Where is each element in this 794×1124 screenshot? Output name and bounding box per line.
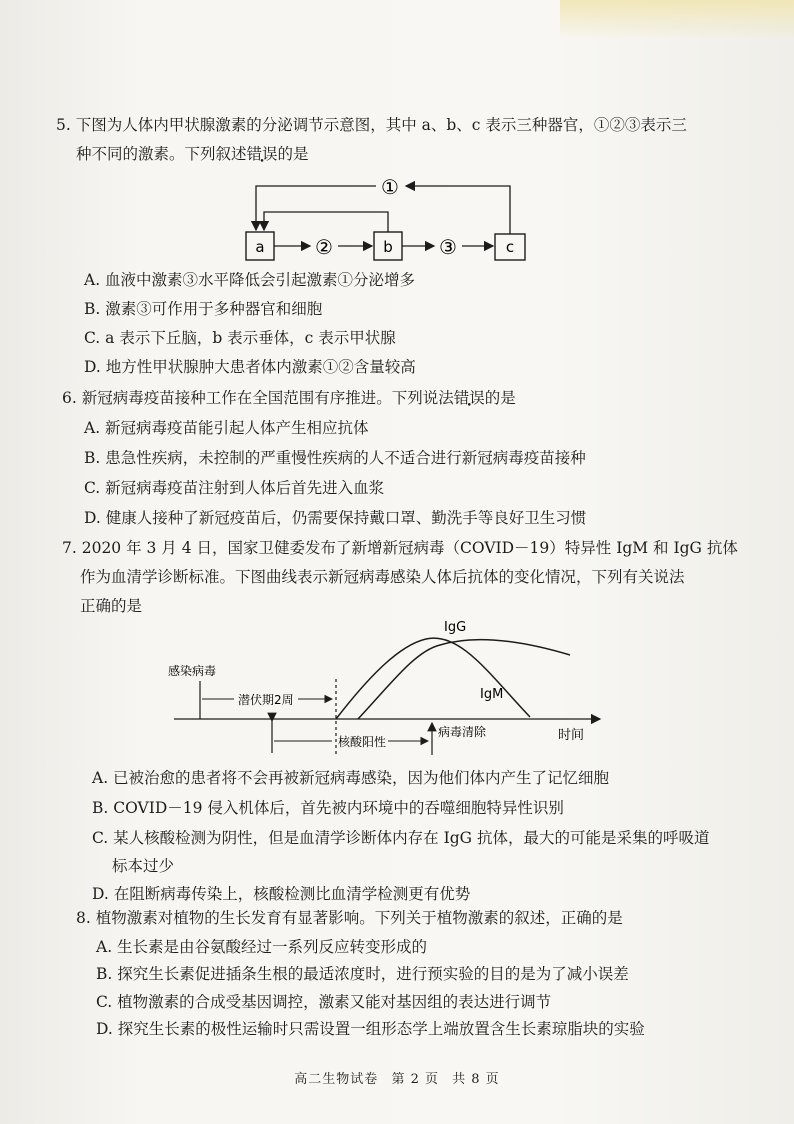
hormone-1: ① <box>381 175 399 199</box>
q7-option-a: A. 已被治愈的患者将不会再被新冠病毒感染，因为他们体内产生了记忆细胞 <box>92 769 610 787</box>
footer-total: 共 8 页 <box>452 1072 500 1087</box>
q8-option-a: A. 生长素是由谷氨酸经过一系列反应转变形成的 <box>96 938 428 956</box>
hormone-2: ② <box>315 235 333 259</box>
q5-option-d: D. 地方性甲状腺肿大患者体内激素①②含量较高 <box>84 358 416 376</box>
q7-option-d: D. 在阻断病毒传染上，核酸检测比血清学检测更有优势 <box>92 885 471 903</box>
time-axis-label: 时间 <box>558 728 585 743</box>
q6-emphasis: 错误 <box>453 389 485 407</box>
q7-stem-line1: 7. 2020 年 3 月 4 日，国家卫健委发布了新增新冠病毒（COVID－19）特异性 IgM 和 IgG 抗体 <box>62 539 738 557</box>
q8-option-b: B. 探究生长素促进插条生根的最适浓度时，进行预实验的目的是为了减小误差 <box>96 965 629 983</box>
q5-feedback-diagram <box>240 170 540 270</box>
q7-stem-line2: 作为血清学诊断标准。下图曲线表示新冠病毒感染人体后抗体的变化情况，下列有关说法 <box>80 568 685 586</box>
igg-curve <box>358 640 570 719</box>
q7-antibody-chart <box>160 615 620 765</box>
igm-curve <box>336 638 530 719</box>
footer-subject: 高二生物试卷 <box>294 1072 379 1087</box>
box-a-label: a <box>255 238 265 256</box>
scan-shade <box>560 0 794 40</box>
box-c-label: c <box>505 238 515 256</box>
footer-page: 第 2 页 <box>391 1072 439 1087</box>
virus-cleared-label: 病毒清除 <box>438 725 487 739</box>
q5-option-b: B. 激素③可作用于多种器官和细胞 <box>84 300 323 318</box>
latent-period-label: 潜伏期2周 <box>238 693 294 707</box>
igm-label: IgM <box>480 687 504 702</box>
q8-stem: 8. 植物激素对植物的生长发育有显著影响。下列关于植物激素的叙述，正确的是 <box>76 909 623 927</box>
q5-option-a: A. 血液中激素③水平降低会引起激素①分泌增多 <box>84 271 416 289</box>
hormone-3: ③ <box>439 235 457 259</box>
igg-label: IgG <box>444 620 467 635</box>
q7-option-c: C. 某人核酸检测为阴性，但是血清学诊断体内存在 IgG 抗体，最大的可能是采集的呼吸道 <box>92 829 710 847</box>
q6-option-d: D. 健康人接种了新冠疫苗后，仍需要保持戴口罩、勤洗手等良好卫生习惯 <box>84 509 587 527</box>
q8-option-d: D. 探究生长素的极性运输时只需设置一组形态学上端放置含生长素琼脂块的实验 <box>96 1020 645 1038</box>
q5-stem-line2: 种不同的激素。下列叙述错误的是 <box>76 145 309 163</box>
q6-option-c: C. 新冠病毒疫苗注射到人体后首先进入血浆 <box>84 479 385 497</box>
q7-option-c-cont: 标本过少 <box>112 857 175 875</box>
q5-option-c: C. a 表示下丘脑，b 表示垂体，c 表示甲状腺 <box>84 329 396 347</box>
q6-option-b: B. 患急性疾病，未控制的严重慢性疾病的人不适合进行新冠病毒疫苗接种 <box>84 449 586 467</box>
q6-option-a: A. 新冠病毒疫苗能引起人体产生相应抗体 <box>84 419 369 437</box>
q7-stem-line3: 正确的是 <box>80 597 143 615</box>
box-b-label: b <box>383 238 393 256</box>
q6-stem: 6. 新冠病毒疫苗接种工作在全国范围有序推进。下列说法错误的是 <box>62 389 516 407</box>
infection-label: 感染病毒 <box>168 664 217 678</box>
q8-option-c: C. 植物激素的合成受基因调控，激素又能对基因组的表达进行调节 <box>96 993 552 1011</box>
q5-emphasis: 错误 <box>246 145 278 163</box>
page-footer <box>0 1068 794 1087</box>
nucleic-positive-label: 核酸阳性 <box>338 735 387 749</box>
q7-option-b: B. COVID－19 侵入机体后，首先被内环境中的吞噬细胞特异性识别 <box>92 799 564 817</box>
q5-stem-line1: 5. 下图为人体内甲状腺激素的分泌调节示意图，其中 a、b、c 表示三种器官，①②③表示三 <box>56 116 687 134</box>
